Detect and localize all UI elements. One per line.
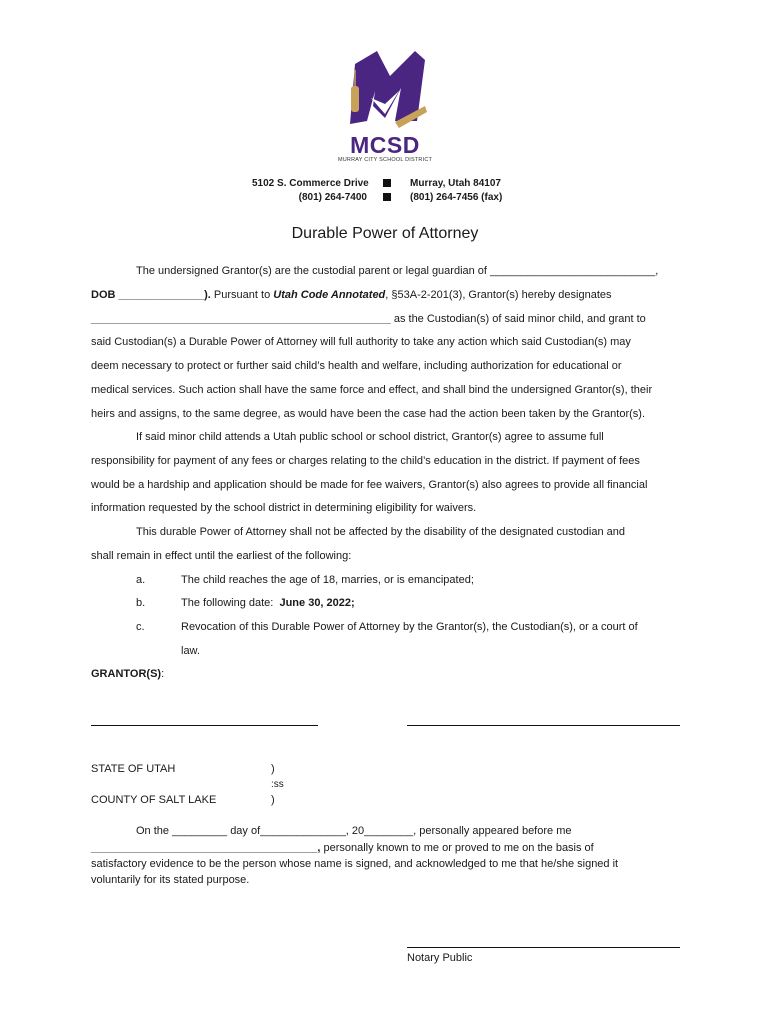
notary-line: _____________________________________, personally known to me or proved to me on the basis of — [91, 842, 594, 854]
custodian-blank: _________________________________________________ — [91, 313, 391, 325]
grantor-signature-line-2[interactable] — [407, 725, 680, 726]
body-line: medical services. Such action shall have the same force and effect, and shall bind the undersigned Grantor(s), their — [91, 384, 653, 396]
body-line: The undersigned Grantor(s) are the custodial parent or legal guardian of ___________________________, — [136, 265, 659, 277]
bullet-square — [383, 179, 391, 187]
logo-tassel — [351, 86, 359, 112]
list-item-text: Revocation of this Durable Power of Attorney by the Grantor(s), the Custodian(s), or a court of — [181, 621, 638, 633]
notary-line: voluntarily for its stated purpose. — [91, 874, 250, 886]
bracket: ) — [271, 763, 275, 775]
address-street: 5102 S. Commerce Drive — [252, 178, 369, 189]
list-item-text: The following date: June 30, 2022; — [181, 597, 355, 609]
body-line: _________________________________________________ as the Custodian(s) of said minor child, and grant to — [91, 313, 646, 325]
body-line: shall remain in effect until the earliest of the following: — [91, 550, 352, 562]
notary-public-label: Notary Public — [407, 952, 473, 964]
brand-name: MCSD — [350, 132, 420, 158]
list-letter: c. — [136, 621, 145, 633]
list-item-text: The child reaches the age of 18, marries, or is emancipated; — [181, 574, 474, 586]
grantor-signature-line-1[interactable] — [91, 725, 318, 726]
body-line: responsibility for payment of any fees or charges relating to the child’s education in the district. If payment of fees — [91, 455, 640, 467]
list-letter: a. — [136, 574, 146, 586]
dob-field: DOB ______________). — [91, 289, 211, 301]
address-city: Murray, Utah 84107 — [410, 178, 501, 189]
statute-name: Utah Code Annotated — [273, 289, 386, 301]
state-label: STATE OF UTAH — [91, 763, 176, 775]
ss-label: :ss — [271, 779, 284, 790]
fax-number: (801) 264-7456 (fax) — [410, 192, 503, 203]
list-item-text-cont: law. — [181, 645, 200, 657]
bracket: ) — [271, 794, 275, 806]
body-line: If said minor child attends a Utah public school or school district, Grantor(s) agree to assume full — [136, 431, 604, 443]
notary-signature-line[interactable] — [407, 947, 680, 948]
brand-subtitle: MURRAY CITY SCHOOL DISTRICT — [337, 157, 433, 163]
grantor-label: GRANTOR(S): — [91, 668, 165, 680]
phone-number: (801) 264-7400 — [298, 192, 367, 203]
expiration-date: June 30, 2022; — [279, 597, 355, 609]
body-line: heirs and assigns, to the same degree, as would have been the case had the action been taken by the Grantor(s). — [91, 408, 646, 420]
notary-line: satisfactory evidence to be the person whose name is signed, and acknowledged to me that he/she signed it — [91, 858, 619, 870]
document-title: Durable Power of Attorney — [291, 225, 479, 242]
notary-line: On the _________ day of______________, 20________, personally appeared before me — [136, 825, 572, 837]
county-label: COUNTY OF SALT LAKE — [91, 794, 217, 806]
list-letter: b. — [136, 597, 146, 609]
body-line: said Custodian(s) a Durable Power of Attorney will full authority to take any action which said Custodian(s) may — [91, 336, 631, 348]
body-line: information requested by the school district in determining eligibility for waivers. — [91, 502, 477, 514]
body-line: DOB ______________). Pursuant to Utah Code Annotated, §53A-2-201(3), Grantor(s) hereby designates — [91, 289, 612, 301]
body-line: This durable Power of Attorney shall not be affected by the disability of the designated custodian and — [136, 526, 626, 538]
body-line: would be a hardship and application should be made for fee waivers, Grantor(s) also agrees to provide all financial — [91, 479, 648, 491]
bullet-square — [383, 193, 391, 201]
body-line: deem necessary to protect or further said child’s health and welfare, including authorization for educational or — [91, 360, 622, 372]
